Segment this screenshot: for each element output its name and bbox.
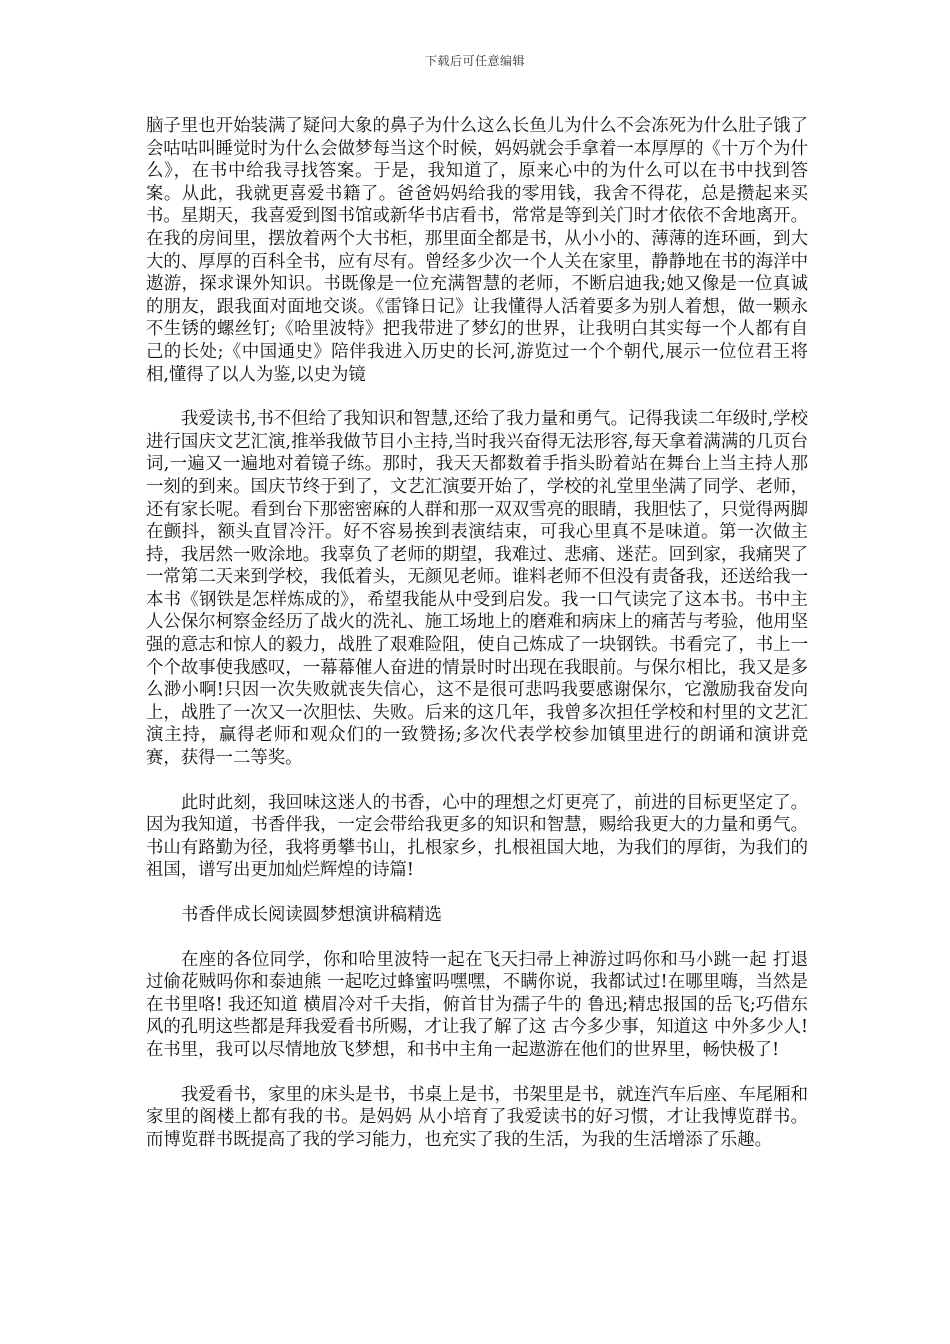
paragraph-strength-courage: 我爱读书,书不但给了我知识和智慧,还给了我力量和勇气。记得我读二年级时,学校进行国庆文艺汇演,推举我做节目小主持,当时我兴奋得无法形容,每天拿着满满的几页台词,一遍又一遍地对着镜子练。那时，我天天都数着手指头盼着站在舞台上当主持人那一刻的到来。国庆节终于到了，文艺汇演要开始了，学校的礼堂里坐满了同学、老师，还有家长呢。看到台下那密密麻的人群和那一双双雪亮的眼睛，我胆怯了，只觉得两脚在颤抖，额头直冒冷汗。好不容易挨到表演结束，可我心里真不是味道。第一次做主持，我居然一败涂地。我辜负了老师的期望，我难过、悲痛、迷茫。回到家，我痛哭了一常第二天来到学校，我低着头，无颜见老师。谁料老师不但没有责备我，还送给我一本书《钢铁是怎样炼成的》，希望我能从中受到启发。我一口气读完了这本书。书中主人公保尔柯察金经历了战火的洗礼、施工场地上的磨难和病床上的痛苦与考验，他用坚强的意志和惊人的毅力，战胜了艰难险阻，使自己炼成了一块钢铁。书看完了，书上一个个故事使我感叹，一幕幕催人奋进的情景时时出现在我眼前。与保尔相比，我又是多么渺小啊!只因一次失败就丧失信心，这不是很可悲吗我要感谢保尔，它激励我奋发向上，战胜了一次又一次胆怯、失败。后来的这几年，我曾多次担任学校和村里的文艺汇演主持，赢得老师和观众们的一致赞扬;多次代表学校参加镇里进行的朗诵和演讲竞赛，获得一二等奖。 bbox=[146, 409, 808, 769]
paragraph-speech-opening: 在座的各位同学，你和哈里波特一起在飞天扫帚上神游过吗你和马小跳一起 打退过偷花贼吗你和泰迪熊 一起吃过蜂蜜吗嘿嘿，不瞒你说，我都试过!在哪里嗨，当然是在书里咯! 我还知道 横眉冷对千夫指，俯首甘为孺子牛的 鲁迅;精忠报国的岳飞;巧借东风的孔明这些都是拜我爱看书所赐，才让我了解了这 古今多少事，知道这 中外多少人!在书里，我可以尽情地放飞梦想，和书中主角一起遨游在他们的世界里，畅快极了! bbox=[146, 949, 808, 1060]
paragraph-conclusion: 此时此刻，我回味这迷人的书香，心中的理想之灯更亮了，前进的目标更坚定了。因为我知道，书香伴我，一定会带给我更多的知识和智慧，赐给我更大的力量和勇气。书山有路勤为径，我将勇攀书山，扎根家乡，扎根祖国大地，为我们的厚街，为我们的祖国，谱写出更加灿烂辉煌的诗篇! bbox=[146, 792, 808, 881]
paragraph-love-reading: 我爱看书，家里的床头是书，书桌上是书，书架里是书，就连汽车后座、车尾厢和家里的阁楼上都有我的书。是妈妈 从小培育了我爱读书的好习惯，才让我博览群书。而博览群书既提高了我的学习能力，也充实了我的生活，为我的生活增添了乐趣。 bbox=[146, 1084, 808, 1150]
section-title: 书香伴成长阅读圆梦想演讲稿精选 bbox=[181, 905, 442, 925]
page-header-note: 下载后可任意编辑 bbox=[424, 54, 525, 68]
paragraph-reading-childhood: 脑子里也开始装满了疑问大象的鼻子为什么这么长鱼儿为什么不会冻死为什么肚子饿了会咕咕叫睡觉时为什么会做梦每当这个时候，妈妈就会手拿着一本厚厚的《十万个为什么》，在书中给我寻找答案。于是，我知道了，原来心中的为什么可以在书中找到答案。从此，我就更喜爱书籍了。爸爸妈妈给我的零用钱，我舍不得花，总是攒起来买书。星期天，我喜爱到图书馆或新华书店看书，常常是等到关门时才依依不舍地离开。在我的房间里，摆放着两个大书柜，那里面全都是书，从小小的、薄薄的连环画，到大大的、厚厚的百科全书，应有尽有。曾经多少次一个人关在家里，静静地在书的海洋中遨游，探求课外知识。书既像是一位充满智慧的老师，不断启迪我;她又像是一位真诚的朋友，跟我面对面地交谈。《雷锋日记》让我懂得人活着要多为别人着想，做一颗永不生锈的螺丝钉;《哈里波特》把我带进了梦幻的世界，让我明白其实每一个人都有自己的长处;《中国通史》陪伴我进入历史的长河,游览过一个个朝代,展示一位位君王将相,懂得了以人为鉴,以史为镜 bbox=[146, 116, 808, 385]
document-body bbox=[146, 115, 808, 1173]
